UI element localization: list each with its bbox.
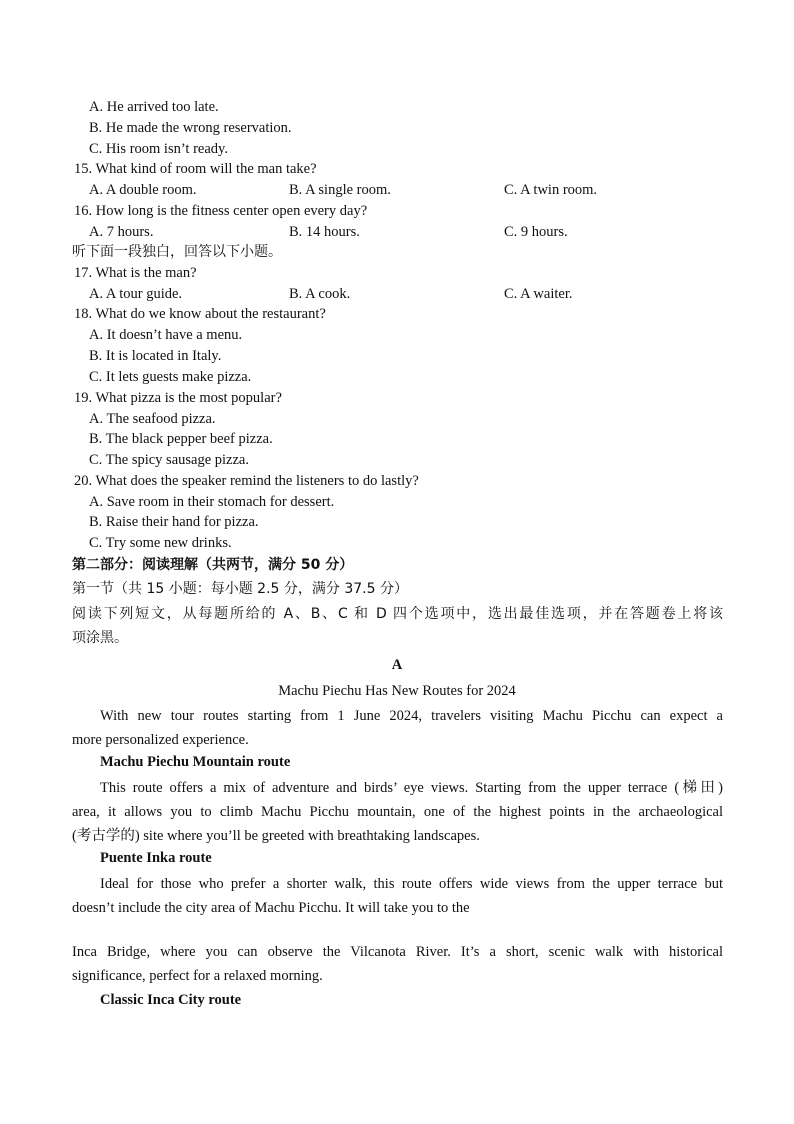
q15-option-b: B. A single room. — [289, 182, 391, 198]
q18-option-c: C. It lets guests make pizza. — [89, 369, 252, 385]
q17-option-b: B. A cook. — [289, 286, 351, 302]
instruction-line-2: 项涂黑。 — [72, 630, 128, 646]
intro-line-2: more personalized experience. — [72, 732, 249, 748]
q18-option-b: B. It is located in Italy. — [89, 348, 222, 364]
route1-line-1: This route offers a mix of adventure and birds’ eye views. Starting from the upper terrace (梯田) — [100, 780, 723, 796]
route2-line-1: Ideal for those who prefer a shorter walk, this route offers wide views from the upper terrace but — [100, 876, 723, 892]
q15-option-c: C. A twin room. — [504, 182, 598, 198]
q16-stem: 16. How long is the fitness center open every day? — [74, 203, 368, 219]
route1-title: Machu Piechu Mountain route — [100, 754, 291, 770]
part2-heading: 第二部分：阅读理解（共两节，满分 50 分） — [72, 557, 354, 573]
q18-option-a: A. It doesn’t have a menu. — [89, 327, 243, 343]
q20-option-b: B. Raise their hand for pizza. — [89, 514, 259, 530]
instruction-line-1: 阅读下列短文，从每题所给的 A、B、C 和 D 四个选项中，选出最佳选项，并在答题卷上将该 — [72, 606, 723, 622]
route2-title: Puente Inka route — [100, 850, 212, 866]
route2-line-4: significance, perfect for a relaxed morning. — [72, 968, 323, 984]
q17-option-c: C. A waiter. — [504, 286, 573, 302]
q20-option-a: A. Save room in their stomach for dessert. — [89, 494, 335, 510]
section1-heading: 第一节（共 15 小题：每小题 2.5 分，满分 37.5 分） — [72, 581, 408, 597]
q16-option-a: A. 7 hours. — [89, 224, 154, 240]
q20-stem: 20. What does the speaker remind the listeners to do lastly? — [74, 473, 419, 489]
q20-option-c: C. Try some new drinks. — [89, 535, 232, 551]
route2-text-continued — [72, 940, 723, 988]
intro-line-1: With new tour routes starting from 1 June 2024, travelers visiting Machu Picchu can expect a — [100, 708, 723, 724]
route2-text — [72, 872, 723, 920]
q14-option-a: A. He arrived too late. — [89, 99, 219, 115]
q17-option-a: A. A tour guide. — [89, 286, 183, 302]
monologue-instruction: 听下面一段独白，回答以下小题。 — [72, 244, 282, 260]
q16-option-b: B. 14 hours. — [289, 224, 360, 240]
q15-option-a: A. A double room. — [89, 182, 197, 198]
q14-option-c: C. His room isn’t ready. — [89, 141, 228, 157]
q14-option-b: B. He made the wrong reservation. — [89, 120, 292, 136]
q19-stem: 19. What pizza is the most popular? — [74, 390, 282, 406]
q18-stem: 18. What do we know about the restaurant? — [74, 306, 326, 322]
q15-stem: 15. What kind of room will the man take? — [74, 161, 317, 177]
route1-line-2: area, it allows you to climb Machu Picchu mountain, one of the highest points in the archaeological — [72, 804, 723, 820]
route1-text — [72, 776, 723, 848]
route2-line-3: Inca Bridge, where you can observe the Vilcanota River. It’s a short, scenic walk with historical — [72, 944, 723, 960]
reading-instruction — [72, 602, 723, 650]
route1-line-3: (考古学的) site where you’ll be greeted with breathtaking landscapes. — [72, 828, 480, 844]
passage-intro — [72, 704, 723, 752]
q19-option-c: C. The spicy sausage pizza. — [89, 452, 249, 468]
route2-line-2: doesn’t include the city area of Machu Picchu. It will take you to the — [72, 900, 470, 916]
passage-title: Machu Piechu Has New Routes for 2024 — [278, 683, 516, 699]
route3-title: Classic Inca City route — [100, 992, 242, 1008]
q19-option-a: A. The seafood pizza. — [89, 411, 216, 427]
q17-stem: 17. What is the man? — [74, 265, 197, 281]
passage-letter: A — [391, 657, 403, 673]
q16-option-c: C. 9 hours. — [504, 224, 568, 240]
q19-option-b: B. The black pepper beef pizza. — [89, 431, 273, 447]
